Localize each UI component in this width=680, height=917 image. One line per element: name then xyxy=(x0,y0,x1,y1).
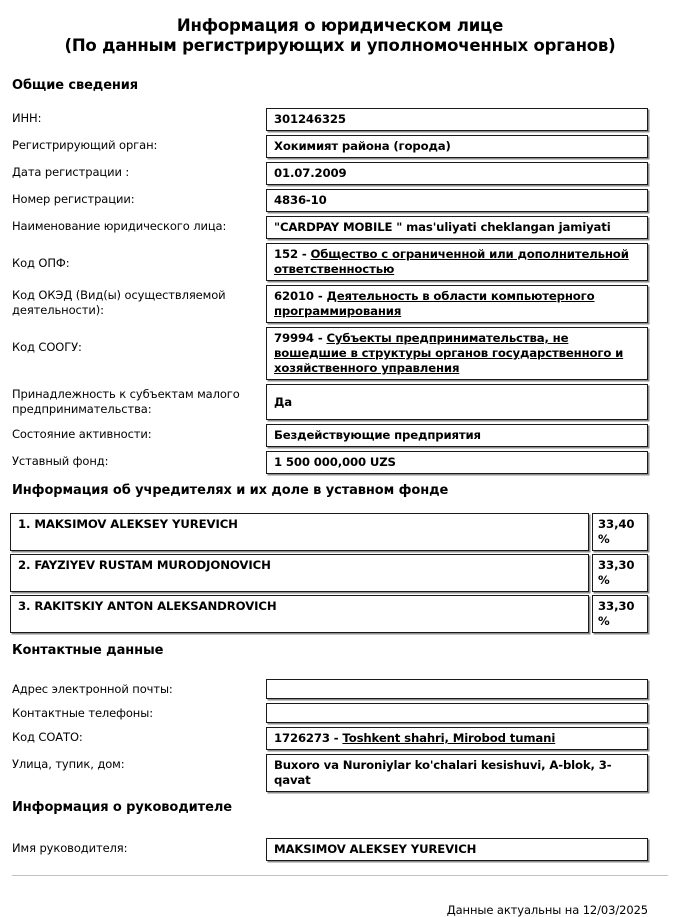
table-row xyxy=(10,554,648,592)
value-soato-code xyxy=(266,727,648,750)
label-registration-number: Номер регистрации: xyxy=(12,192,135,206)
field-row-registration-date xyxy=(0,162,680,185)
field-row-opf-code xyxy=(0,243,680,281)
opf-code-number: 152 - xyxy=(274,247,311,261)
table-row xyxy=(10,513,648,551)
page-title-line-1: Информация о юридическом лице xyxy=(176,16,504,35)
value-soogu-code xyxy=(266,327,648,380)
oked-code-number: 62010 - xyxy=(274,289,327,303)
label-inn: ИНН: xyxy=(12,111,42,125)
field-row-email xyxy=(0,679,680,699)
value-registration-date: 01.07.2009 xyxy=(266,162,648,185)
value-inn: 301246325 xyxy=(266,108,648,131)
label-registering-authority: Регистрирующий орган: xyxy=(12,138,158,152)
label-email: Адрес электронной почты: xyxy=(12,682,173,696)
oked-code-description-link[interactable]: Деятельность в области компьютерного программирования xyxy=(274,289,595,318)
field-row-soogu-code xyxy=(0,327,680,380)
label-soato-code: Код СОАТО: xyxy=(12,730,83,744)
founder-name: 3. RAKITSKIY ANTON ALEKSANDROVICH xyxy=(10,595,589,633)
value-address: Buxoro va Nuroniylar ko'chalari kesishuvi, A-blok, 3-qavat xyxy=(266,754,648,792)
label-opf-code: Код ОПФ: xyxy=(12,256,70,270)
founder-share: 33,40 % xyxy=(592,513,648,551)
soogu-code-description-link[interactable]: Субъекты предпринимательства, не вошедшие в структуры органов государственного и хозяйственного управления xyxy=(274,331,624,375)
label-oked-code-line-1: Код ОКЭД (Вид(ы) осуществляемой xyxy=(12,288,226,302)
founder-name: 1. MAKSIMOV ALEKSEY YUREVICH xyxy=(10,513,589,551)
founders-table xyxy=(10,513,648,633)
value-opf-code xyxy=(266,243,648,281)
data-actuality-note: Данные актуальны на 12/03/2025 xyxy=(446,903,648,917)
label-charter-fund: Уставный фонд: xyxy=(12,454,109,468)
value-email xyxy=(266,679,648,699)
field-row-charter-fund xyxy=(0,451,680,474)
director-fields xyxy=(0,838,680,861)
label-phones: Контактные телефоны: xyxy=(12,706,153,720)
value-oked-code xyxy=(266,285,648,323)
value-legal-name: "CARDPAY MOBILE " mas'uliyati cheklangan jamiyati xyxy=(266,216,648,239)
field-row-registration-number xyxy=(0,189,680,212)
label-oked-code xyxy=(0,285,266,318)
field-row-activity-state xyxy=(0,424,680,447)
opf-code-description-link[interactable]: Общество с ограниченной или дополнительной ответственностью xyxy=(274,247,629,276)
field-row-soato-code xyxy=(0,727,680,750)
field-row-small-business xyxy=(0,384,680,420)
value-director-name: MAKSIMOV ALEKSEY YUREVICH xyxy=(266,838,648,861)
general-info-fields xyxy=(0,108,680,474)
label-oked-code-line-2: деятельности): xyxy=(12,303,104,317)
label-registration-date: Дата регистрации : xyxy=(12,165,130,179)
value-charter-fund: 1 500 000,000 UZS xyxy=(266,451,648,474)
contact-fields xyxy=(0,679,680,792)
soato-code-description-link[interactable]: Toshkent shahri, Mirobod tumani xyxy=(342,731,556,745)
field-row-oked-code xyxy=(0,285,680,323)
founder-share: 33,30 % xyxy=(592,554,648,592)
founder-name: 2. FAYZIYEV RUSTAM MURODJONOVICH xyxy=(10,554,589,592)
page-title-line-2: (По данным регистрирующих и уполномоченных органов) xyxy=(64,36,616,55)
label-small-business xyxy=(0,384,266,417)
label-soogu-code: Код СООГУ: xyxy=(12,340,82,354)
field-row-phones xyxy=(0,703,680,723)
field-row-legal-name xyxy=(0,216,680,239)
page-title xyxy=(0,0,680,56)
table-row xyxy=(10,595,648,633)
label-legal-name: Наименование юридического лица: xyxy=(12,219,227,233)
value-small-business: Да xyxy=(266,384,648,420)
field-row-registering-authority xyxy=(0,135,680,158)
field-row-address xyxy=(0,754,680,792)
founder-share: 33,30 % xyxy=(592,595,648,633)
section-heading-director: Информация о руководителе xyxy=(12,800,232,815)
label-director-name: Имя руководителя: xyxy=(12,841,128,855)
value-phones xyxy=(266,703,648,723)
value-registration-number: 4836-10 xyxy=(266,189,648,212)
footer-divider xyxy=(12,875,668,876)
value-registering-authority: Хокимият района (города) xyxy=(266,135,648,158)
soato-code-number: 1726273 - xyxy=(274,731,343,745)
label-activity-state: Состояние активности: xyxy=(12,427,152,441)
field-row-director-name xyxy=(0,838,680,861)
label-small-business-line-1: Принадлежность к субъектам малого xyxy=(12,387,240,401)
section-heading-contacts: Контактные данные xyxy=(12,643,164,658)
label-small-business-line-2: предпринимательства: xyxy=(12,402,152,416)
soogu-code-number: 79994 - xyxy=(274,331,327,345)
label-address: Улица, тупик, дом: xyxy=(12,757,125,771)
field-row-inn xyxy=(0,108,680,131)
section-heading-founders: Информация об учредителях и их доле в уставном фонде xyxy=(12,483,449,498)
value-activity-state: Бездействующие предприятия xyxy=(266,424,648,447)
section-heading-general-info: Общие сведения xyxy=(12,78,139,93)
